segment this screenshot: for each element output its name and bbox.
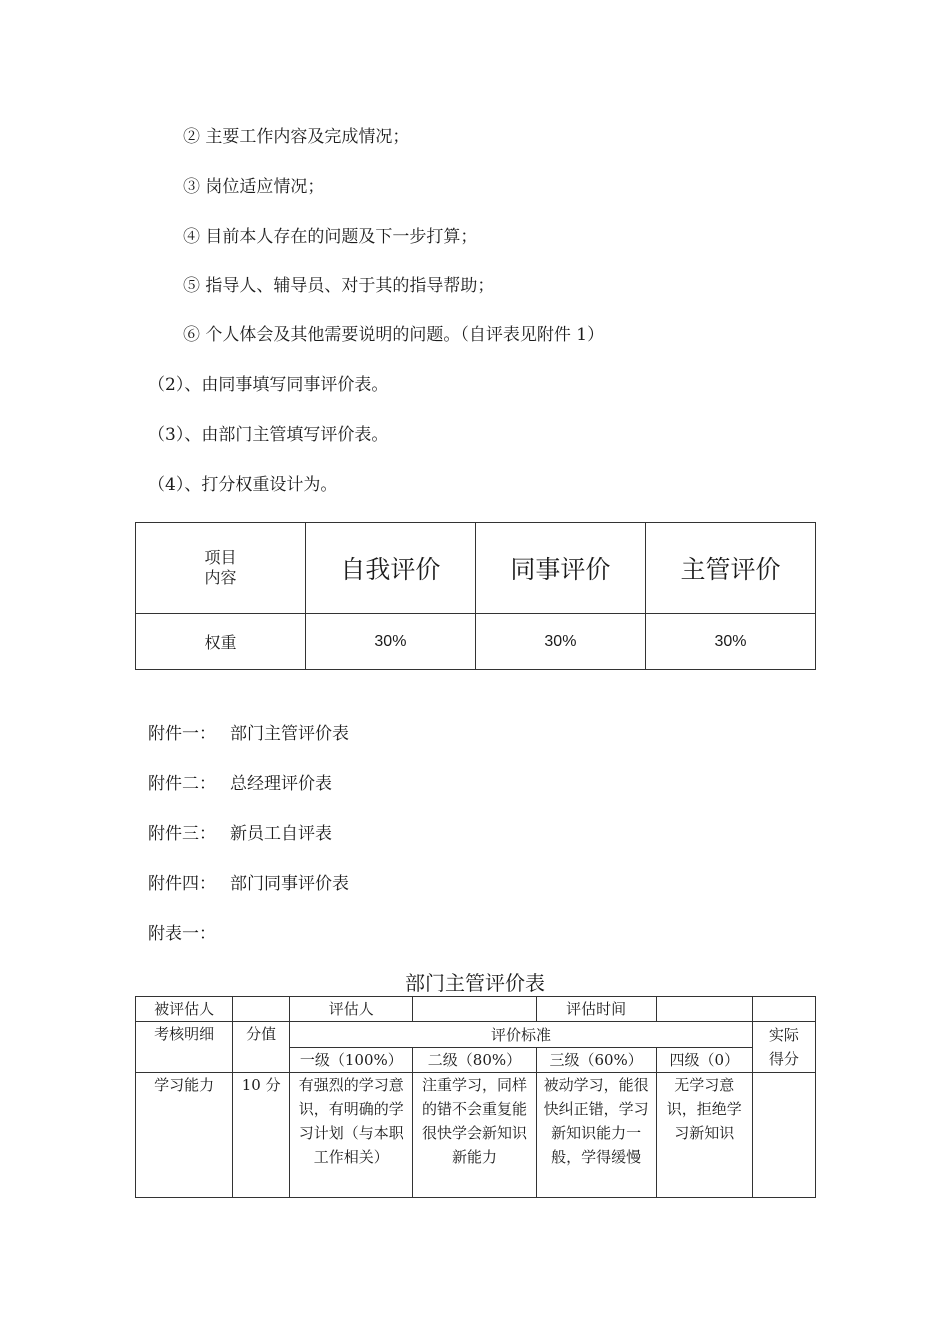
attachment-label: 附件一： bbox=[148, 724, 216, 744]
weight-value: 30% bbox=[475, 614, 645, 670]
level-header: 二级（80%） bbox=[413, 1048, 536, 1073]
list-item: ⑥ 个人体会及其他需要说明的问题。（自评表见附件 1） bbox=[183, 325, 605, 345]
level4-text: 无学习意识，拒绝学习新知识 bbox=[656, 1073, 752, 1198]
evaluator-value[interactable] bbox=[413, 997, 536, 1022]
level2-text: 注重学习，同样的错不会重复能很快学会新知识新能力 bbox=[413, 1073, 536, 1198]
level-header: 四级（0） bbox=[656, 1048, 752, 1073]
item-name: 学习能力 bbox=[136, 1073, 233, 1198]
item-score: 10 分 bbox=[233, 1073, 290, 1198]
attachment-item bbox=[148, 722, 349, 746]
weight-table bbox=[135, 522, 816, 670]
list-item: ② 主要工作内容及完成情况； bbox=[183, 127, 410, 147]
criteria-label: 评价标准 bbox=[290, 1022, 753, 1048]
time-label: 评估时间 bbox=[536, 997, 656, 1022]
level3-text: 被动学习，能很快纠正错，学习新知识能力一般，学得缓慢 bbox=[536, 1073, 656, 1198]
row-label-weight: 权重 bbox=[136, 614, 306, 670]
corner-line-2: 内容 bbox=[204, 568, 237, 587]
weight-value: 30% bbox=[305, 614, 475, 670]
level-header: 一级（100%） bbox=[290, 1048, 413, 1073]
corner-line-1: 项目 bbox=[204, 548, 237, 567]
time-value[interactable] bbox=[656, 997, 752, 1022]
attachment-item bbox=[148, 772, 332, 796]
weight-value: 30% bbox=[645, 614, 815, 670]
list-item: ③ 岗位适应情况； bbox=[183, 177, 325, 197]
attachment-item bbox=[148, 872, 349, 896]
attachment-label: 附件四： bbox=[148, 874, 216, 894]
evaluatee-label: 被评估人 bbox=[136, 997, 233, 1022]
step-item: （4）、打分权重设计为。 bbox=[148, 475, 338, 495]
step-item: （2）、由同事填写同事评价表。 bbox=[148, 375, 389, 395]
actual-score-value[interactable] bbox=[752, 1073, 815, 1198]
attachment-item bbox=[148, 822, 332, 846]
attachment-name: 新员工自评表 bbox=[230, 824, 332, 844]
review-form-title: 部门主管评价表 bbox=[405, 971, 545, 995]
evaluatee-value[interactable] bbox=[233, 997, 290, 1022]
evaluator-label: 评估人 bbox=[290, 997, 413, 1022]
corner-header bbox=[136, 523, 306, 614]
header-peer: 同事评价 bbox=[475, 523, 645, 614]
actual-line-1: 实际 bbox=[768, 1026, 799, 1044]
actual-score-label bbox=[752, 1022, 815, 1073]
header-self: 自我评价 bbox=[305, 523, 475, 614]
actual-line-2: 得分 bbox=[768, 1050, 799, 1068]
level-header: 三级（60%） bbox=[536, 1048, 656, 1073]
attachment-name: 部门同事评价表 bbox=[230, 874, 349, 894]
appendix-label: 附表一： bbox=[148, 924, 216, 944]
attachment-label: 附件二： bbox=[148, 774, 216, 794]
table-row bbox=[136, 1073, 816, 1198]
list-item: ⑤ 指导人、辅导员、对于其的指导帮助； bbox=[183, 276, 495, 296]
blank-cell bbox=[752, 997, 815, 1022]
score-label: 分值 bbox=[233, 1022, 290, 1073]
attachment-label: 附件三： bbox=[148, 824, 216, 844]
attachment-name: 总经理评价表 bbox=[230, 774, 332, 794]
detail-label: 考核明细 bbox=[136, 1022, 233, 1073]
header-manager: 主管评价 bbox=[645, 523, 815, 614]
level1-text: 有强烈的学习意识，有明确的学习计划（与本职工作相关） bbox=[290, 1073, 413, 1198]
review-form-table bbox=[135, 996, 816, 1198]
step-item: （3）、由部门主管填写评价表。 bbox=[148, 425, 389, 445]
list-item: ④ 目前本人存在的问题及下一步打算； bbox=[183, 227, 478, 247]
attachment-name: 部门主管评价表 bbox=[230, 724, 349, 744]
